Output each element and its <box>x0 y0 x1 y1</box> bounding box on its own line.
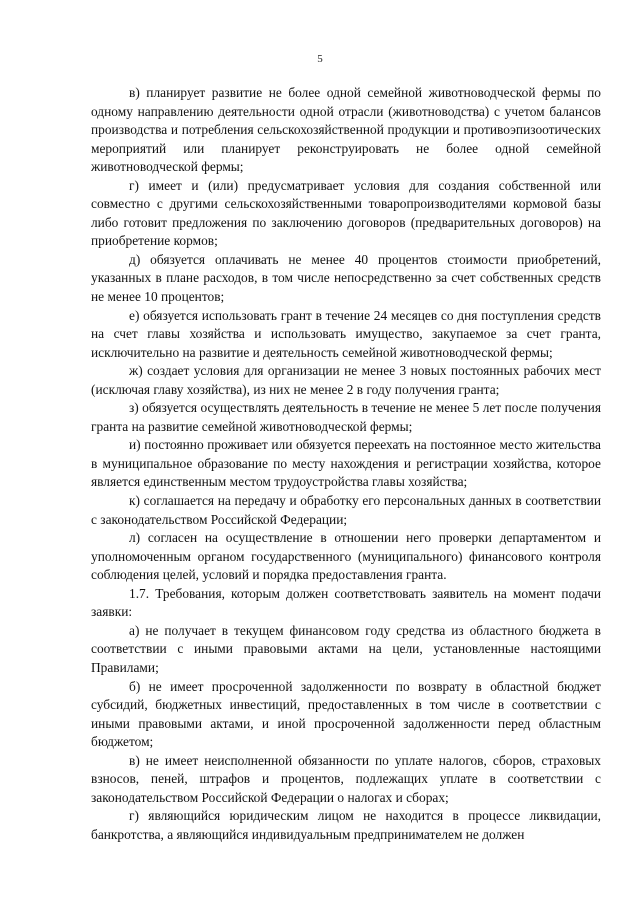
page-number: 5 <box>317 53 323 65</box>
paragraph-i: и) постоянно проживает или обязуется переехать на постоянное место жительства в муниципальное образование по месту нахождения и регистрации хозяйства, которое является единственным местом трудоустройства главы хозяйства; <box>91 437 601 490</box>
paragraph-zh: ж) создает условия для организации не менее 3 новых постоянных рабочих мест (исключая главу хозяйства), из них не менее 2 в году получения гранта; <box>91 363 601 397</box>
section-1-7-heading: 1.7. Требования, которым должен соответствовать заявитель на момент подачи заявки: <box>91 585 601 620</box>
requirement-v: в) не имеет неисполненной обязанности по уплате налогов, сборов, страховых взносов, пеней, штрафов и процентов, подлежащих уплате в соответствии с законодательством Российской Федерации о налогах и сборах; <box>91 752 601 805</box>
paragraph-e: е) обязуется использовать грант в течение 24 месяцев со дня поступления средств на счет главы хозяйства и использовать имущество, закупаемое за счет гранта, исключительно на развитие и деятельность семейной животноводческой фермы; <box>91 307 601 360</box>
paragraph-z: з) обязуется осуществлять деятельность в течение не менее 5 лет после получения гранта на развитие семейной животноводческой фермы; <box>91 400 601 434</box>
requirement-a: а) не получает в текущем финансовом году средства из областного бюджета в соответствии с иными правовыми актами на цели, установленные настоящими Правилами; <box>91 622 601 675</box>
document-body <box>91 84 601 844</box>
paragraph-l: л) согласен на осуществление в отношении него проверки департаментом и уполномоченным органом государственного (муниципального) финансового контроля соблюдения целей, условий и порядка предоставления гранта. <box>91 530 601 583</box>
paragraph-g: г) имеет и (или) предусматривает условия для создания собственной или совместно с другими сельскохозяйственными товаропроизводителями кормовой базы либо готовит предложения по заключению договоров (предварительных договоров) на приобретение кормов; <box>91 177 601 249</box>
requirement-g: г) являющийся юридическим лицом не находится в процессе ликвидации, банкротства, а являющийся индивидуальным предпринимателем не должен <box>91 808 601 842</box>
paragraph-v: в) планирует развитие не более одной семейной животноводческой фермы по одному направлению деятельности одной отрасли (животноводства) с учетом балансов производства и потребления сельскохозяйственной продукции и противоэпизоотических мероприятий или планирует реконструировать не более одной семейной животноводческой фермы; <box>91 85 601 175</box>
paragraph-d: д) обязуется оплачивать не менее 40 процентов стоимости приобретений, указанных в плане расходов, в том числе непосредственно за счет собственных средств не менее 10 процентов; <box>91 251 601 305</box>
paragraph-k: к) соглашается на передачу и обработку его персональных данных в соответствии с законодательством Российской Федерации; <box>91 493 601 527</box>
requirement-b: б) не имеет просроченной задолженности по возврату в областной бюджет субсидий, бюджетных инвестиций, предоставленных в том числе в соответствии с иными правовыми актами, и иной просроченной задолженности перед областным бюджетом; <box>91 678 601 750</box>
